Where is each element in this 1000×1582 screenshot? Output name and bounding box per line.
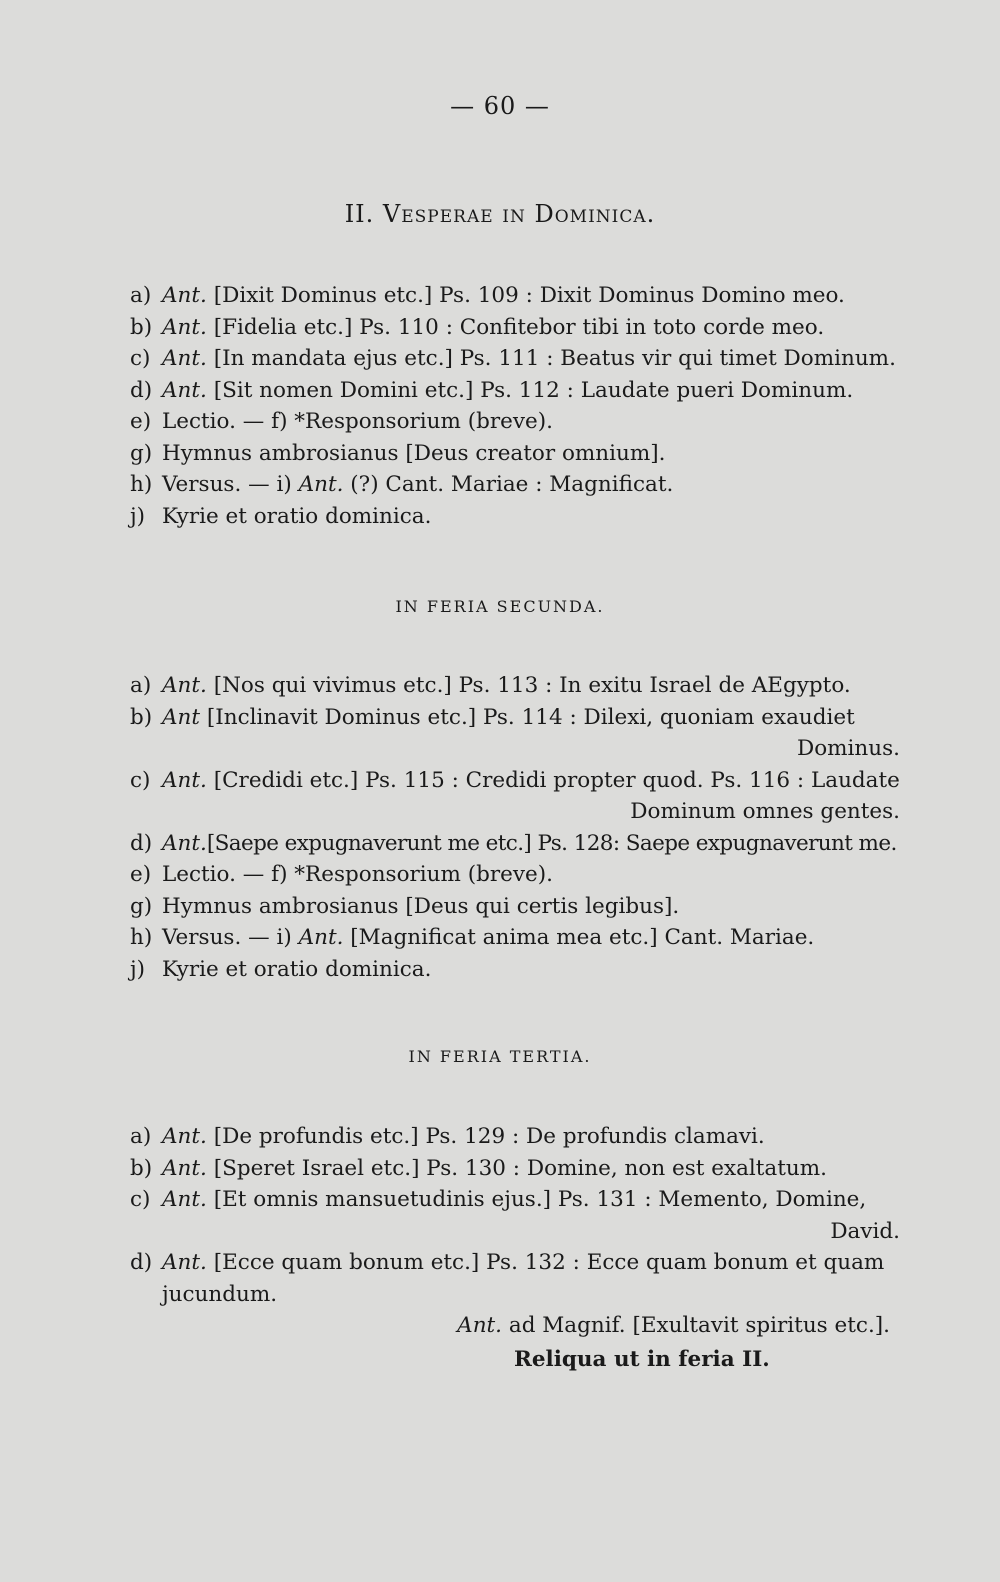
section-number: II. [344, 200, 375, 228]
list-item: e) Lectio. — f) *Responsorium (breve). [130, 409, 553, 434]
section-title-vesperae [0, 200, 1000, 228]
list-item: b) Ant [Inclinavit Dominus etc.] Ps. 114 : Dilexi, quoniam exaudiet Dominus. [130, 704, 900, 761]
list-item: j) Kyrie et oratio dominica. [130, 503, 432, 529]
list-item: e) Lectio. — f) *Responsorium (breve). [130, 862, 553, 887]
list-item: h) Versus. — i) Ant. [Magnificat anima mea etc.] Cant. Mariae. [130, 925, 815, 950]
closing-line-1: Ant. ad Magnif. [Exultavit spiritus etc.]. [457, 1313, 890, 1338]
page-number: — 60 — [450, 92, 550, 120]
list-item: a) Ant. [Nos qui vivimus etc.] Ps. 113 : In exitu Israel de AEgypto. [130, 673, 851, 698]
list-item: c) Ant. [Credidi etc.] Ps. 115 : Credidi propter quod. Ps. 116 : Laudate Dominum omnes gentes. [130, 767, 900, 824]
section2-entries [130, 670, 900, 985]
section1-entries [130, 280, 900, 532]
list-item: d) Ant. [Ecce quam bonum etc.] Ps. 132 : Ecce quam bonum et quam jucundum. [130, 1250, 885, 1307]
list-item: c) Ant. [In mandata ejus etc.] Ps. 111 : Beatus vir qui timet Dominum. [130, 346, 896, 371]
list-item: g) Hymnus ambrosianus [Deus qui certis legibus]. [130, 893, 680, 919]
closing-line-2: Reliqua ut in feria II. [514, 1347, 770, 1372]
section-title-feria-tertia: IN FERIA TERTIA. [408, 1047, 592, 1066]
list-item: b) Ant. [Speret Israel etc.] Ps. 130 : Domine, non est exaltatum. [130, 1155, 827, 1181]
list-item: c) Ant. [Et omnis mansuetudinis ejus.] Ps. 131 : Memento, Domine, David. [130, 1187, 900, 1244]
section-heading-text: Vesperae in Dominica. [382, 200, 656, 228]
section-title-feria-secunda: IN FERIA SECUNDA. [395, 597, 605, 616]
list-item: d) Ant. [Sit nomen Domini etc.] Ps. 112 : Laudate pueri Dominum. [130, 377, 854, 403]
list-item: a) Ant. [Dixit Dominus etc.] Ps. 109 : Dixit Dominus Domino meo. [130, 283, 845, 308]
section3-entries [130, 1121, 900, 1310]
list-item: g) Hymnus ambrosianus [Deus creator omnium]. [130, 440, 666, 466]
list-item: j) Kyrie et oratio dominica. [130, 956, 432, 982]
list-item: d) Ant.[Saepe expugnaverunt me etc.] Ps. 128: Saepe expugnaverunt me. [130, 830, 897, 856]
list-item: a) Ant. [De profundis etc.] Ps. 129 : De profundis clamavi. [130, 1124, 765, 1149]
list-item: h) Versus. — i) Ant. (?) Cant. Mariae : Magnificat. [130, 472, 674, 497]
list-item: b) Ant. [Fidelia etc.] Ps. 110 : Confitebor tibi in toto corde meo. [130, 314, 825, 340]
